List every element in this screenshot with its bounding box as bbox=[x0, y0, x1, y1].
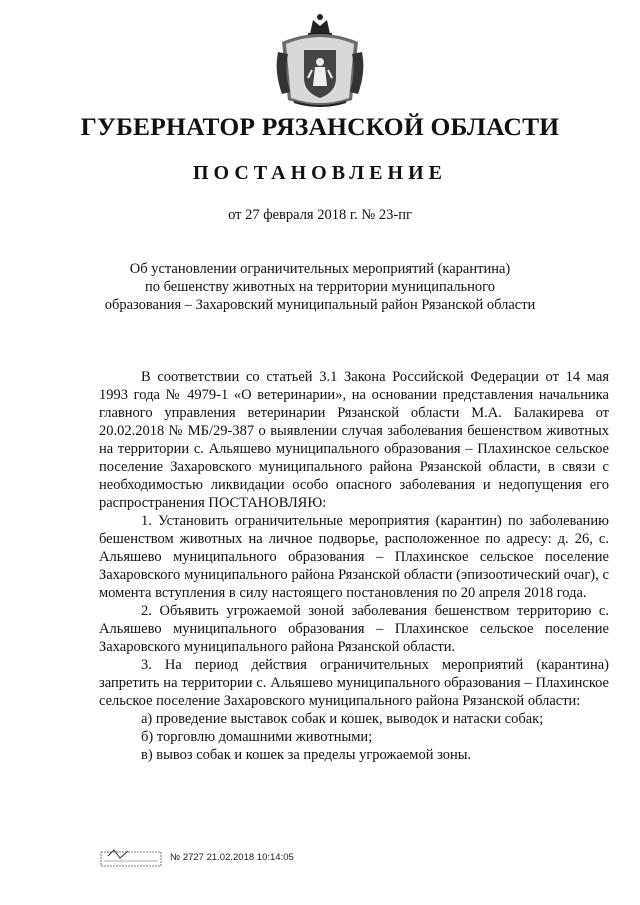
registry-number: № 2727 21.02.2018 10:14:05 bbox=[170, 852, 294, 863]
clause-2: 2. Объявить угрожаемой зоной заболевания бешенством территорию с. Альяшево муниципального образования – Плахинское сельское поселение Захаровского муниципального района Рязанской области. bbox=[99, 603, 609, 655]
clause-3-item-b: б) торговлю домашними животными; bbox=[141, 729, 373, 745]
document-type: ПОСТАНОВЛЕНИЕ bbox=[193, 162, 447, 184]
authority-title: ГУБЕРНАТОР РЯЗАНСКОЙ ОБЛАСТИ bbox=[80, 112, 560, 141]
clause-3-item-a: а) проведение выставок собак и кошек, выводок и натаски собак; bbox=[141, 711, 544, 727]
coat-of-arms-icon bbox=[272, 12, 368, 114]
subject-line: образования – Захаровский муниципальный район Рязанской области bbox=[104, 297, 536, 313]
preamble-paragraph: В соответствии со статьей 3.1 Закона Российской Федерации от 14 мая 1993 года № 4979-1 «О ветеринарии», на основании представления начальника главного управления ветеринарии Рязанской области М.А. Балакирева от 20.02.2018 № МБ/29-387 о выявлении случая заболевания бешенством животных на территории с. Альяшево муниципального образования – Плахинское сельское поселение Захаровского муниципального района Рязанской области, в связи с необходимостью ликвидации особо опасного заболевания и недопущения его распространения ПОСТАНОВЛЯЮ: bbox=[99, 369, 609, 511]
subject-line: Об установлении ограничительных мероприятий (карантина) bbox=[129, 261, 511, 277]
document-body bbox=[99, 368, 609, 764]
footer bbox=[100, 846, 420, 870]
clause-3: 3. На период действия ограничительных мероприятий (карантина) запретить на территории с. Альяшево муниципального образования – Плахинское сельское поселение Захаровского муниципального района Рязанской области: bbox=[99, 657, 609, 709]
registration-stamp-icon bbox=[100, 846, 162, 870]
clause-1: 1. Установить ограничительные мероприятия (карантин) по заболеванию бешенством животных на личное подворье, расположенное по адресу: д. 26, с. Альяшево муниципального образования – Плахинское сельское поселение Захаровского муниципального района Рязанской области (эпизоотический очаг), с момента вступления в силу настоящего постановления по 20 апреля 2018 года. bbox=[99, 513, 609, 601]
document-date-number: от 27 февраля 2018 г. № 23-пг bbox=[228, 207, 412, 223]
clause-3-item-c: в) вывоз собак и кошек за пределы угрожаемой зоны. bbox=[141, 747, 472, 763]
subject-line: по бешенству животных на территории муниципального bbox=[144, 279, 496, 295]
document-subject bbox=[60, 260, 580, 314]
